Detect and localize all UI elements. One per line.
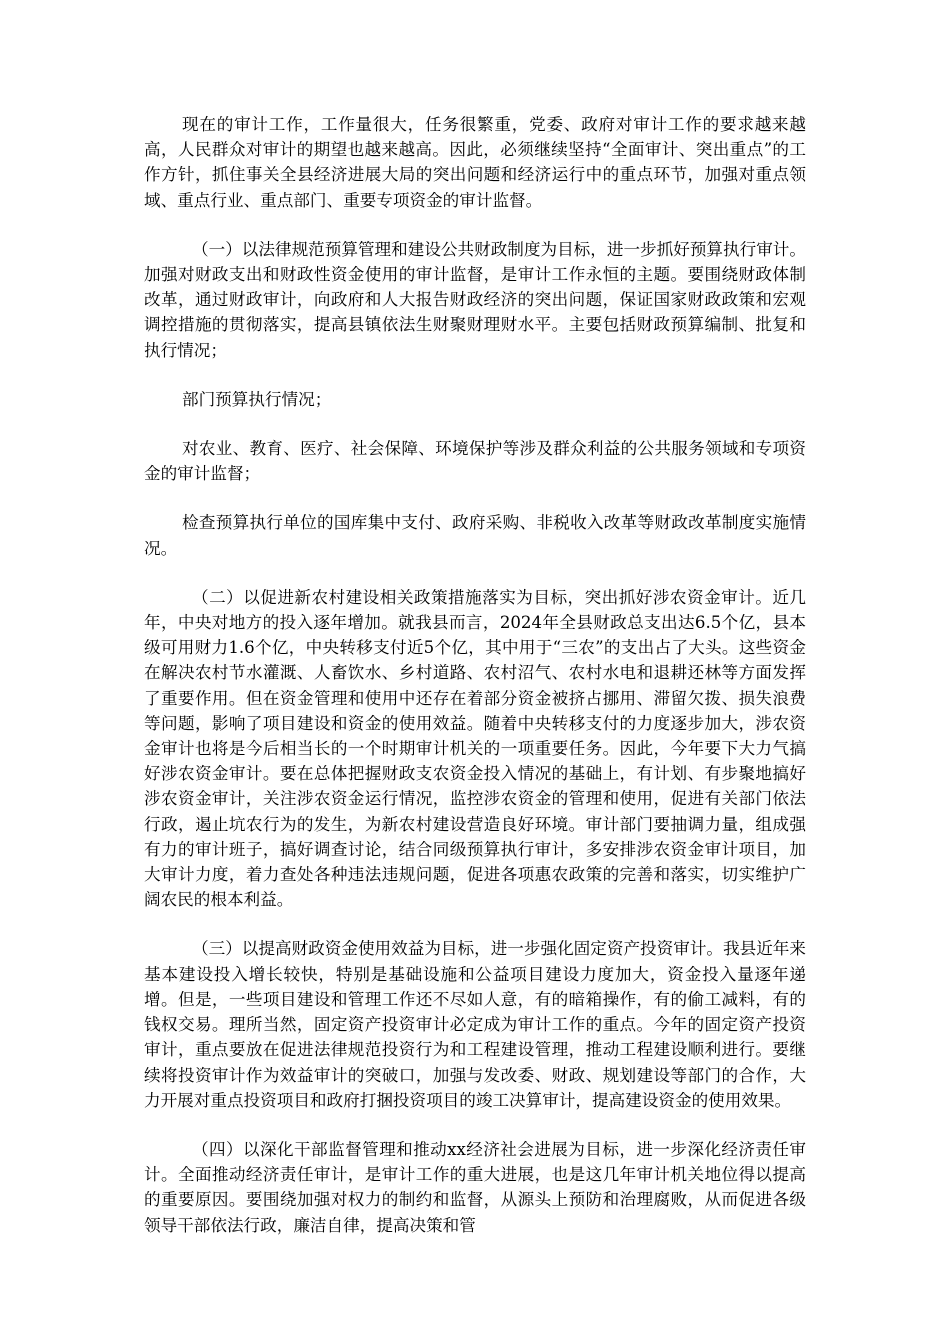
list-item-treasury-reform: 检查预算执行单位的国库集中支付、政府采购、非税收入改革等财政改革制度实施情况。 [144,513,806,558]
list-item-public-services: 对农业、教育、医疗、社会保障、环境保护等涉及群众利益的公共服务领域和专项资金的审计监督； [144,439,806,484]
document-body [144,112,806,1262]
list-item-department-budget: 部门预算执行情况； [182,389,332,409]
section-1-paragraph: （一）以法律规范预算管理和建设公共财政制度为目标，进一步抓好预算执行审计。加强对财政支出和财政性资金使用的审计监督，是审计工作永恒的主题。要围绕财政体制改革，通过财政审计，向政府和人大报告财政经济的突出问题，保证国家财政政策和宏观调控措施的贯彻落实，提高县镇依法生财聚财理财水平。主要包括财政预算编制、批复和执行情况； [144,239,806,360]
section-3-paragraph: （三）以提高财政资金使用效益为目标，进一步强化固定资产投资审计。我县近年来基本建设投入增长较快，特别是基础设施和公益项目建设力度加大，资金投入量逐年递增。但是，一些项目建设和管理工作还不尽如人意，有的暗箱操作，有的偷工减料，有的钱权交易。理所当然，固定资产投资审计必定成为审计工作的重点。今年的固定资产投资审计，重点要放在促进法律规范投资行为和工程建设管理，推动工程建设顺利进行。要继续将投资审计作为效益审计的突破口，加强与发改委、财政、规划建设等部门的合作，大力开展对重点投资项目和政府打捆投资项目的竣工决算审计，提高建设资金的使用效果。 [144,939,806,1110]
section-4-paragraph: （四）以深化干部监督管理和推动xx经济社会进展为目标，进一步深化经济责任审计。全面推动经济责任审计，是审计工作的重大进展，也是这几年审计机关地位得以提高的重要原因。要围绕加强对权力的制约和监督，从源头上预防和治理腐败，从而促进各级领导干部依法行政，廉洁自律，提高决策和管 [144,1139,806,1235]
section-2-paragraph: （二）以促进新农村建设相关政策措施落实为目标，突出抓好涉农资金审计。近几年，中央对地方的投入逐年增加。就我县而言，2024年全县财政总支出达6.5个亿，县本级可用财力1.6个亿，中央转移支付近5个亿，其中用于“三农”的支出占了大头。这些资金在解决农村节水灌溉、人畜饮水、乡村道路、农村沼气、农村水电和退耕还林等方面发挥了重要作用。但在资金管理和使用中还存在着部分资金被挤占挪用、滞留欠拨、损失浪费等问题，影响了项目建设和资金的使用效益。随着中央转移支付的力度逐步加大，涉农资金审计也将是今后相当长的一个时期审计机关的一项重要任务。因此，今年要下大力气搞好涉农资金审计。要在总体把握财政支农资金投入情况的基础上，有计划、有步聚地搞好涉农资金审计，关注涉农资金运行情况，监控涉农资金的管理和使用，促进有关部门依法行政，遏止坑农行为的发生，为新农村建设营造良好环境。审计部门要抽调力量，组成强有力的审计班子，搞好调查讨论，结合同级预算执行审计，多安排涉农资金审计项目，加大审计力度，着力查处各种违法违规问题，促进各项惠农政策的完善和落实，切实维护广阔农民的根本利益。 [144,587,806,910]
intro-paragraph: 现在的审计工作，工作量很大，任务很繁重，党委、政府对审计工作的要求越来越高，人民群众对审计的期望也越来越高。因此，必须继续坚持“全面审计、突出重点”的工作方针，抓住事关全县经济进展大局的突出问题和经济运行中的重点环节，加强对重点领域、重点行业、重点部门、重要专项资金的审计监督。 [144,115,806,210]
